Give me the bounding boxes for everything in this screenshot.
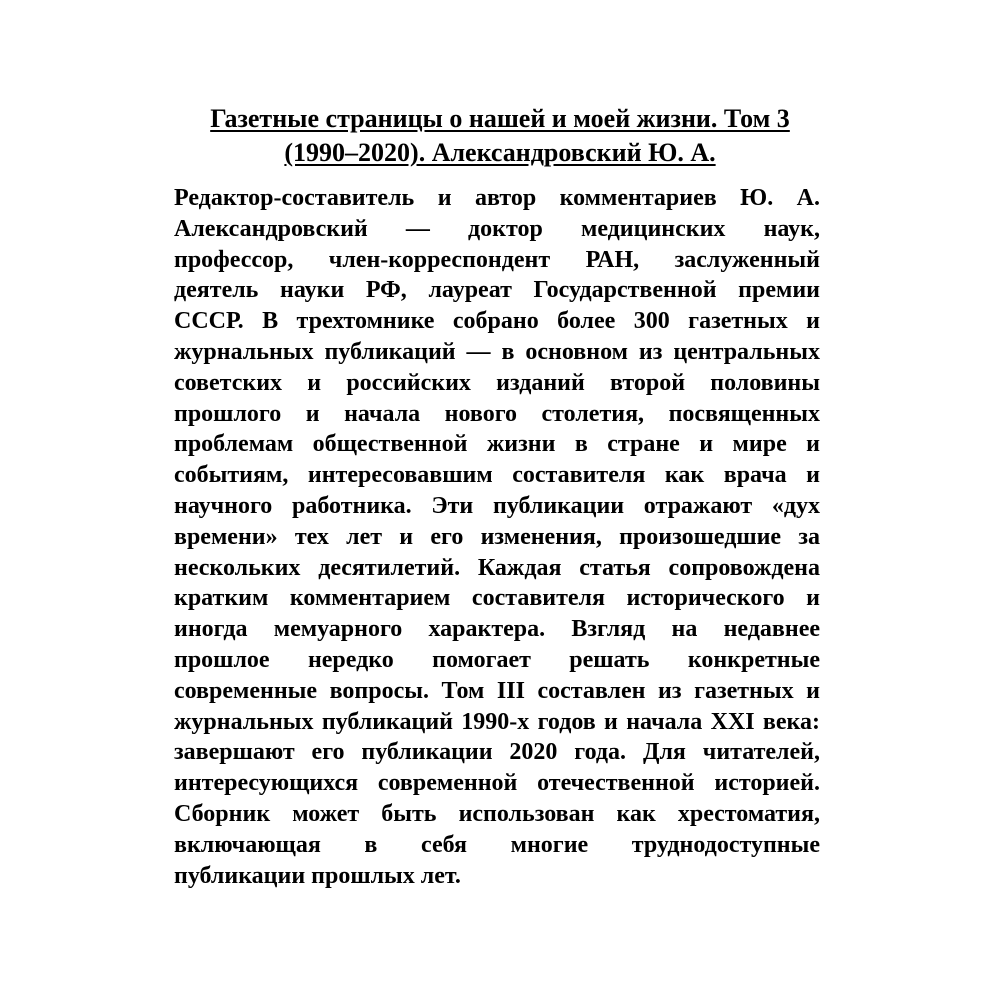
description-line: включающая в себя многие труднодоступные <box>174 831 820 858</box>
description-line: журнальных публикаций 1990-х годов и начала XXI века: <box>174 708 820 735</box>
description-line: времени» тех лет и его изменения, произошедшие за <box>174 523 820 550</box>
book-title-line-2: (1990–2020). Александровский Ю. А. <box>284 138 716 167</box>
description-line: Сборник может быть использован как хрестоматия, <box>174 800 820 827</box>
description-line: кратким комментарием составителя исторического и <box>174 585 820 612</box>
book-title-line-1: Газетные страницы о нашей и моей жизни. Том 3 <box>210 104 790 133</box>
description-line: профессор, член-корреспондент РАН, заслуженный <box>174 246 820 273</box>
description-line: прошлое нередко помогает решать конкретные <box>174 646 820 673</box>
description-line: проблемам общественной жизни в стране и мире и <box>174 431 820 458</box>
description-line: советских и российских изданий второй половины <box>174 369 820 396</box>
description-line: современные вопросы. Том III составлен из газетных и <box>174 677 820 704</box>
description-line: иногда мемуарного характера. Взгляд на недавнее <box>174 616 820 643</box>
description-line: Редактор-составитель и автор комментариев Ю. А. <box>174 185 820 211</box>
description-line: интересующихся современной отечественной историей. <box>174 770 820 797</box>
description-line: Александровский — доктор медицинских наук, <box>174 215 820 242</box>
description-line: событиям, интересовавшим составителя как врача и <box>174 462 820 489</box>
book-title <box>150 102 850 170</box>
description-line: СССР. В трехтомнике собрано более 300 газетных и <box>174 308 820 335</box>
description-line: научного работника. Эти публикации отражают «дух <box>174 492 820 519</box>
description-line: завершают его публикации 2020 года. Для читателей, <box>174 739 820 766</box>
description-line: нескольких десятилетий. Каждая статья сопровождена <box>174 554 820 581</box>
book-description <box>174 183 820 891</box>
description-line: деятель науки РФ, лауреат Государственной премии <box>174 277 820 304</box>
description-line: публикации прошлых лет. <box>174 862 461 889</box>
description-line: прошлого и начала нового столетия, посвященных <box>174 400 820 427</box>
description-line: журнальных публикаций — в основном из центральных <box>174 338 820 365</box>
